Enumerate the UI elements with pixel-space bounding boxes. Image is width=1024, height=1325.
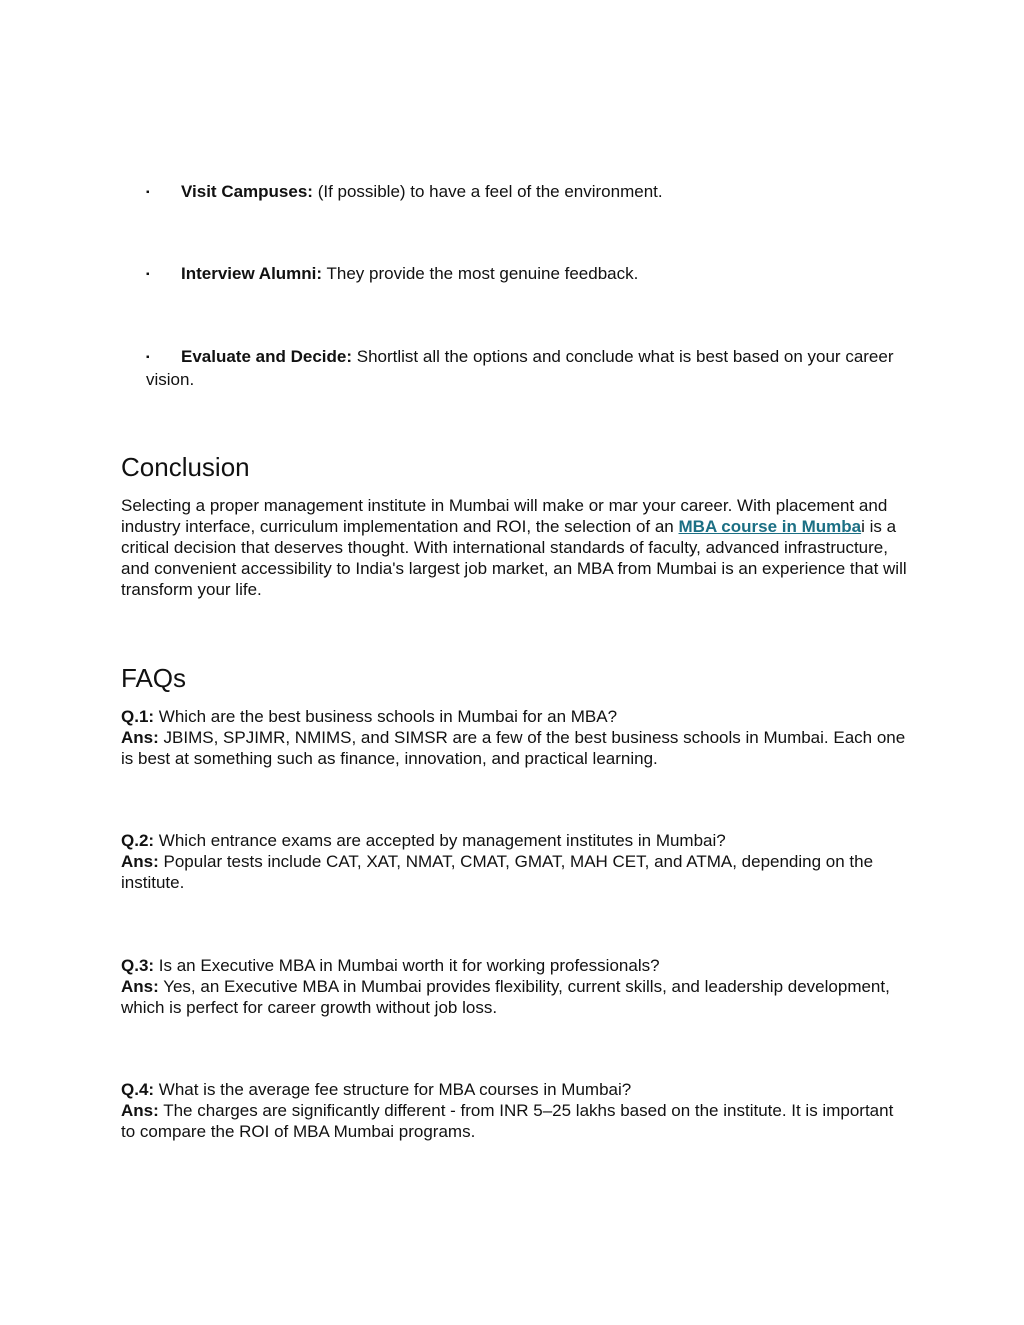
faq-item-2 <box>121 830 911 893</box>
question-label: Q.4: <box>121 1080 155 1099</box>
answer-text: Yes, an Executive MBA in Mumbai provides flexibility, current skills, and leadership development, which is perfect for career growth without job loss. <box>121 977 890 1017</box>
bullet-text: (If possible) to have a feel of the environment. <box>312 182 663 201</box>
question-text: Is an Executive MBA in Mumbai worth it for working professionals? <box>154 956 660 975</box>
faq-answer <box>121 976 911 1018</box>
bullet-label: Visit Campuses: <box>181 182 313 201</box>
faq-question <box>121 706 911 727</box>
answer-text: Popular tests include CAT, XAT, NMAT, CMAT, GMAT, MAH CET, and ATMA, depending on the institute. <box>121 852 874 892</box>
question-label: Q.1: <box>121 707 155 726</box>
faq-item-4 <box>121 1079 911 1142</box>
faq-question <box>121 830 911 851</box>
bullet-item-visit-campuses <box>146 181 916 204</box>
bullet-text: Shortlist all the options and conclude what is best based on your career vision. <box>146 347 894 389</box>
faq-item-3 <box>121 955 911 1018</box>
faq-answer <box>121 727 911 769</box>
faq-item-1 <box>121 706 911 769</box>
conclusion-paragraph <box>121 495 911 600</box>
question-label: Q.3: <box>121 956 155 975</box>
conclusion-heading: Conclusion <box>121 452 250 482</box>
bullet-label: Interview Alumni: <box>181 264 323 283</box>
answer-text: The charges are significantly different - from INR 5–25 lakhs based on the institute. It is important to compare the ROI of MBA Mumbai programs. <box>121 1101 894 1141</box>
square-bullet-icon: ▪ <box>146 187 150 198</box>
bullet-item-interview-alumni <box>146 263 916 286</box>
conclusion-text-before-link: Selecting a proper management institute in Mumbai will make or mar your career. With placement and industry interface, curriculum implementation and ROI, the selection of an <box>121 496 888 536</box>
answer-label: Ans: <box>121 1101 159 1120</box>
answer-label: Ans: <box>121 728 159 747</box>
bullet-text: They provide the most genuine feedback. <box>322 264 639 283</box>
faq-question <box>121 1079 911 1100</box>
mba-course-mumbai-link[interactable]: MBA course in Mumba <box>678 517 862 536</box>
faq-answer <box>121 1100 911 1142</box>
answer-label: Ans: <box>121 852 159 871</box>
question-label: Q.2: <box>121 831 155 850</box>
bullet-label: Evaluate and Decide: <box>181 347 353 366</box>
faq-answer <box>121 851 911 893</box>
question-text: What is the average fee structure for MBA courses in Mumbai? <box>154 1080 632 1099</box>
square-bullet-icon: ▪ <box>146 352 150 363</box>
question-text: Which are the best business schools in Mumbai for an MBA? <box>154 707 618 726</box>
conclusion-text-after-link: i is a critical decision that deserves thought. With international standards of faculty, advanced infrastructure, and convenient accessibility to India's largest job market, an MBA from Mumbai is an experience that will transform your life. <box>121 517 907 599</box>
square-bullet-icon: ▪ <box>146 269 150 280</box>
question-text: Which entrance exams are accepted by management institutes in Mumbai? <box>154 831 726 850</box>
faq-question <box>121 955 911 976</box>
faqs-heading: FAQs <box>121 663 187 693</box>
answer-label: Ans: <box>121 977 159 996</box>
answer-text: JBIMS, SPJIMR, NMIMS, and SIMSR are a few of the best business schools in Mumbai. Each one is best at something such as finance, innovation, and practical learning. <box>121 728 906 768</box>
bullet-item-evaluate-decide <box>146 346 916 391</box>
